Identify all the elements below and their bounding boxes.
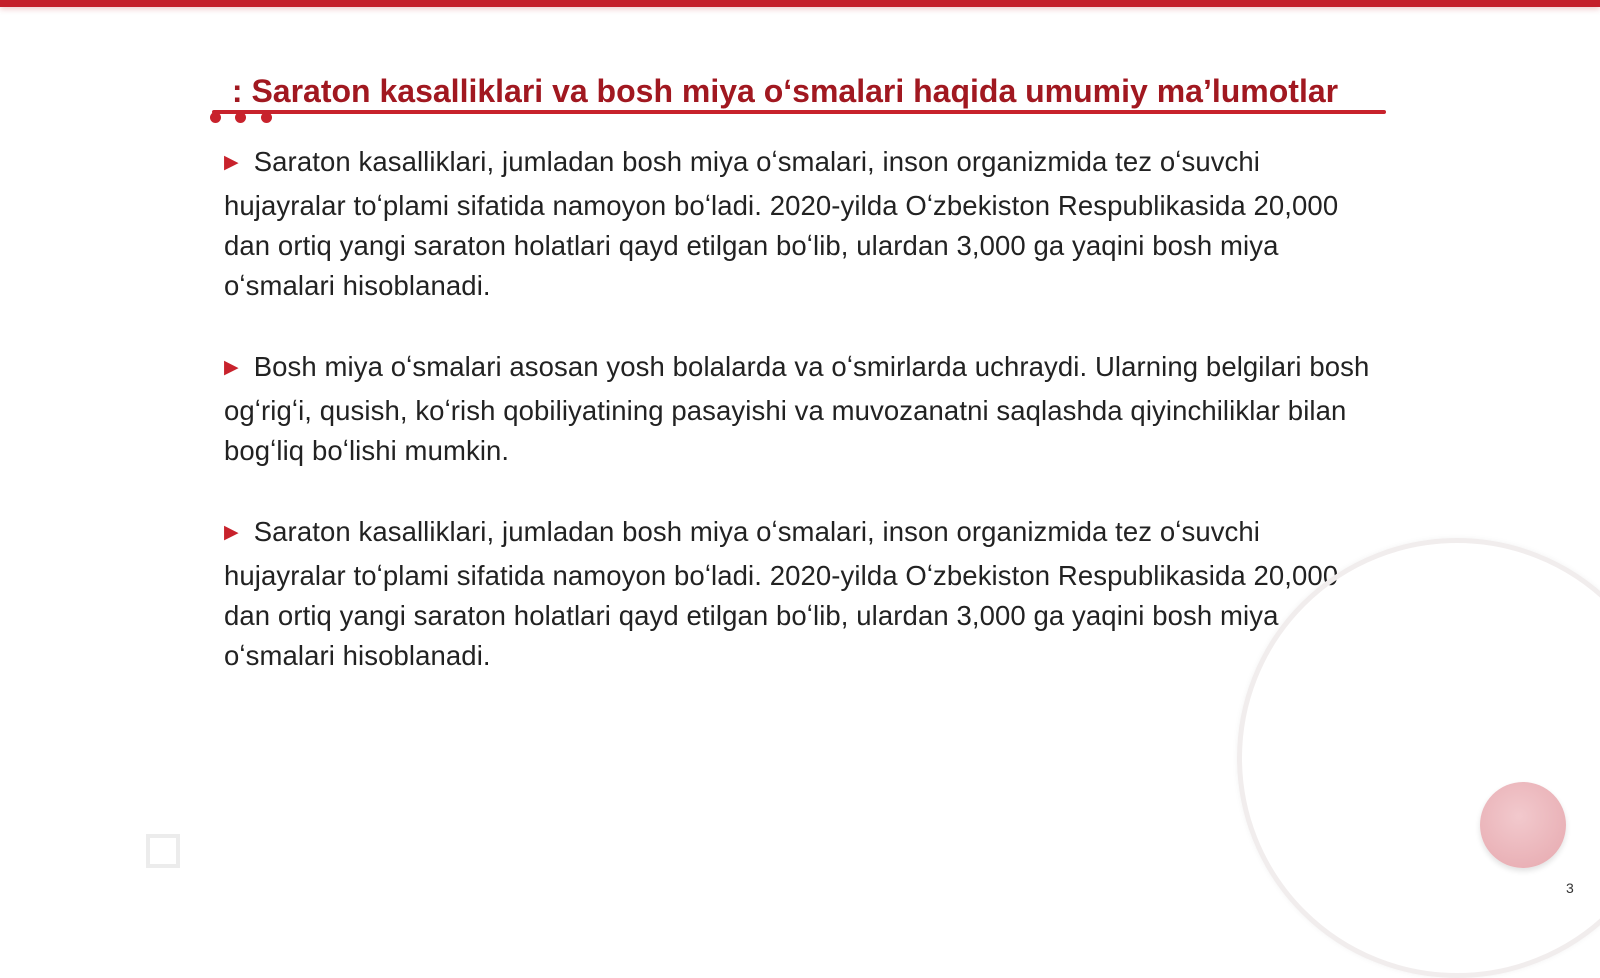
bullet-text: Bosh miya oʻsmalari asosan yosh bolalarda va oʻsmirlarda uchraydi. Ularning belgilari bosh ogʻrigʻi, qusish, koʻrish qobiliyatining pasayishi va muvozanatni saqlashda qiyinchiliklar bilan bogʻliq boʻlishi mumkin. xyxy=(224,351,1370,466)
bullet-item xyxy=(224,142,1384,306)
decorative-dot xyxy=(210,112,221,123)
bullet-item xyxy=(224,512,1384,676)
page-number: 3 xyxy=(1566,880,1574,896)
title-underline xyxy=(212,110,1386,114)
bullet-list xyxy=(224,142,1384,717)
decorative-dot xyxy=(261,112,272,123)
top-accent-bar xyxy=(0,0,1600,7)
bullet-triangle-icon: ▶ xyxy=(224,357,239,378)
bullet-item xyxy=(224,347,1384,471)
bullet-triangle-icon: ▶ xyxy=(224,152,239,173)
bullet-text: Saraton kasalliklari, jumladan bosh miya oʻsmalari, inson organizmida tez oʻsuvchi hujayralar toʻplami sifatida namoyon boʻladi. 2020-yilda Oʻzbekiston Respublikasida 20,000 dan ortiq yangi saraton holatlari qayd etilgan boʻlib, ulardan 3,000 ga yaqini bosh miya oʻsmalari hisoblanadi. xyxy=(224,516,1339,671)
bullet-triangle-icon: ▶ xyxy=(224,522,239,543)
slide-title: : Saraton kasalliklari va bosh miya oʻsmalari haqida umumiy maʼlumotlar xyxy=(231,73,1339,109)
bullet-text: Saraton kasalliklari, jumladan bosh miya oʻsmalari, inson organizmida tez oʻsuvchi hujayralar toʻplami sifatida namoyon boʻladi. 2020-yilda Oʻzbekiston Respublikasida 20,000 dan ortiq yangi saraton holatlari qayd etilgan boʻlib, ulardan 3,000 ga yaqini bosh miya oʻsmalari hisoblanadi. xyxy=(224,146,1339,301)
decorative-dot xyxy=(235,112,246,123)
decorative-square xyxy=(146,834,180,868)
decorative-pink-circle xyxy=(1480,782,1566,868)
